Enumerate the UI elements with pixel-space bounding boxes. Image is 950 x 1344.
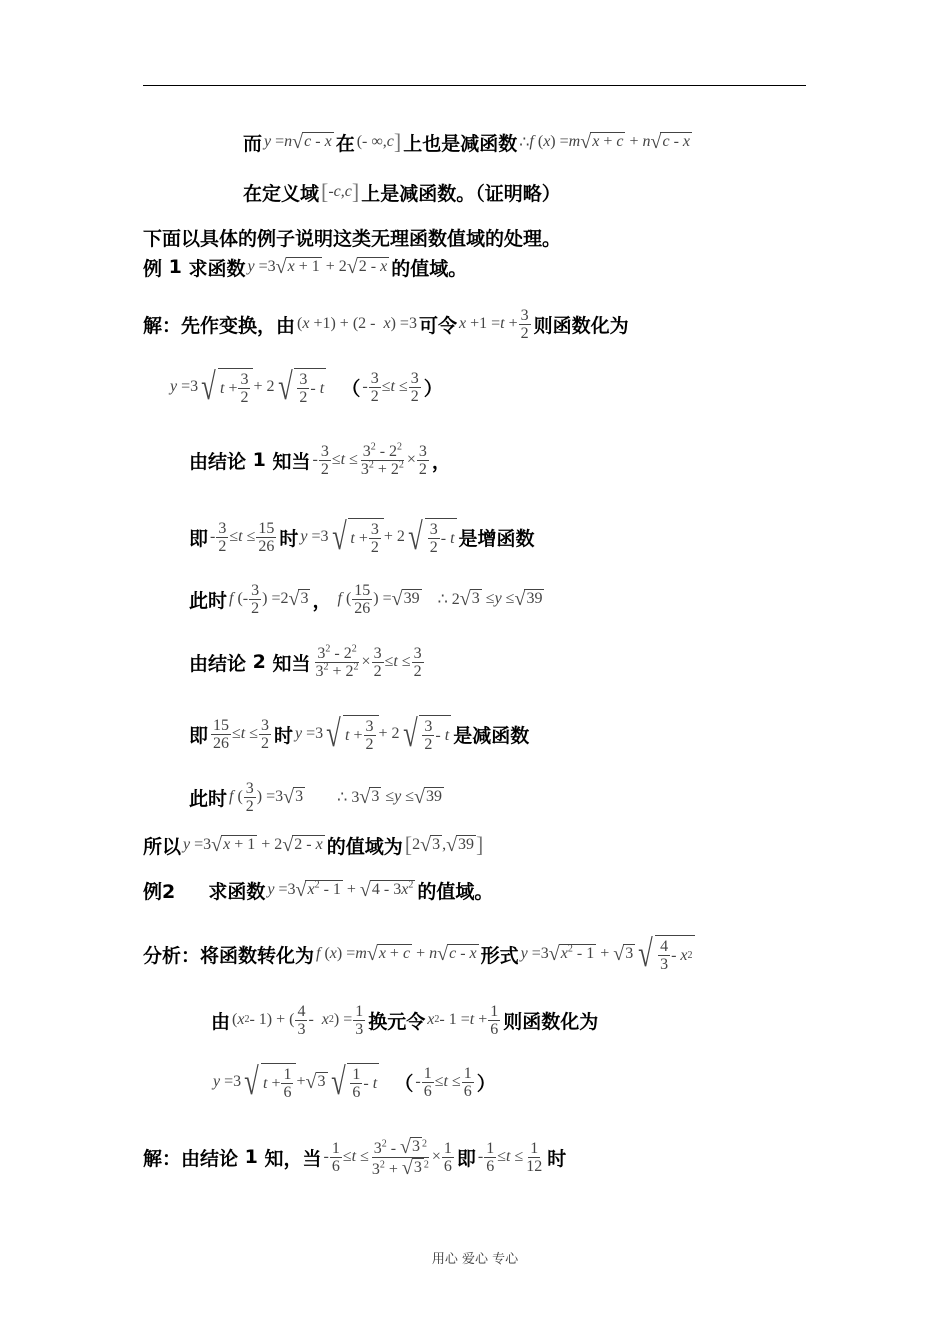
math-formula: y =3 √ t + $\frac{1}{6}$ + √ 3 √ $\frac{1}{6}$ - t: [213, 1061, 378, 1103]
math-formula: ( x +1) + (2 - x ) =3: [297, 315, 417, 332]
text-line: [211, 998, 598, 1042]
math-formula: y =3 √ t + $\frac{3}{2}$ + 2 √ $\frac{3}{2}$ - t: [295, 713, 450, 755]
text: ，: [431, 450, 451, 473]
math-formula: [ - c , c ]: [321, 179, 360, 204]
text: 求函数: [208, 880, 266, 903]
math-formula: y =3 √ t + $\frac{3}{2}$ + 2 √ $\frac{3}{2}$ - t: [170, 366, 325, 408]
text-line: [143, 823, 485, 867]
math-formula: x 2 - 1 = t + $\frac{1}{6}$: [427, 1002, 499, 1038]
math-formula: y = n √ c - x: [264, 131, 332, 153]
text: 时: [274, 724, 294, 747]
text: 的值域。: [391, 257, 468, 280]
math-formula: ∴ 2 √ 3 ≤ y ≤ √ 39: [425, 588, 543, 610]
text-line: [143, 868, 493, 912]
text: 知当: [272, 450, 311, 473]
text-line: [189, 438, 451, 482]
text: 求函数: [188, 257, 246, 280]
text: 是减函数: [453, 724, 530, 747]
math-formula: ∴ f ( x ) = m √ x + c + n √ c - x: [519, 131, 691, 153]
text: 由: [211, 1010, 231, 1033]
text: 即: [189, 527, 209, 550]
header-rule: [143, 85, 806, 86]
text: 上也是减函数: [403, 132, 518, 155]
math-formula: - $\frac{1}{6}$ ≤ t ≤ $3^2$ - √ 3 $^2$ $3^2$ + √ 3 $^2$ × $\frac{1}{6}$: [323, 1135, 452, 1179]
text: 换元令: [368, 1010, 426, 1033]
text-line: [189, 712, 529, 756]
text-line: [143, 302, 629, 346]
text: 此时: [189, 589, 228, 612]
text: 上是减函数。（证明略）: [361, 182, 561, 205]
text-line: [189, 640, 427, 684]
text-line: [243, 170, 561, 214]
text-line: [189, 775, 446, 819]
text: 2: [252, 651, 266, 673]
text: （: [394, 1072, 414, 1095]
math-formula: (- ∞, c ]: [356, 129, 402, 154]
page-footer: 用心 爱心 专心: [431, 1252, 519, 1267]
text: 则函数化为: [533, 314, 629, 337]
text: 时: [279, 527, 299, 550]
math-formula: - $\frac{1}{6}$ ≤ t ≤ $\frac{1}{6}$: [415, 1064, 472, 1100]
text: 的值域。: [417, 880, 494, 903]
text: 由结论: [189, 652, 247, 675]
math-formula: ∴ 3 √ 3 ≤ y ≤ √ 39: [309, 786, 442, 808]
math-formula: f ( $\frac{15}{26}$ ) = √ 39: [337, 581, 420, 617]
math-formula: - $\frac{3}{2}$ ≤ t ≤ $\frac{3^2 - 2^2}{3^2 + 2^2}$ × $\frac{3}{2}$: [312, 441, 427, 478]
text: 此时: [189, 787, 228, 810]
math-formula: y =3 √ $x^2 - 1$ + √ $4 - 3x^2$: [267, 879, 414, 901]
text: ）: [423, 377, 443, 400]
text-line: [143, 245, 467, 289]
text: 分析：将函数转化为: [143, 944, 315, 967]
math-formula: y =3 √ x + 1 + 2 √ 2 - x: [183, 834, 323, 856]
text: 例2: [143, 880, 176, 903]
text: 所以: [143, 835, 182, 858]
math-formula: - $\frac{3}{2}$ ≤ t ≤ $\frac{3}{2}$: [362, 369, 419, 405]
text: ，: [312, 589, 332, 612]
math-formula: ( x 2 - 1) + ( $\frac{4}{3}$ - x 2 ) = $\frac{1}{3}$: [232, 1002, 364, 1038]
text: 可令: [418, 314, 457, 337]
math-formula: $\frac{15}{26}$ ≤ t ≤ $\frac{3}{2}$: [213, 716, 270, 752]
text: 即: [189, 724, 209, 747]
text-line: [243, 120, 694, 164]
text-line: [189, 515, 535, 559]
math-formula: y =3 √ t + $\frac{3}{2}$ + 2 √ $\frac{3}{2}$ - t: [300, 516, 455, 558]
text: 1: [252, 449, 266, 471]
text-line: [143, 1135, 566, 1179]
math-formula: f ( $\frac{3}{2}$ ) =3 √ 3: [229, 779, 304, 815]
text: 在定义域: [243, 182, 320, 205]
text: 形式: [480, 944, 519, 967]
math-formula: f ( x ) = m √ x + c + n √ c - x: [316, 943, 477, 965]
text: ）: [476, 1072, 496, 1095]
text-line: [189, 577, 546, 621]
math-formula: - $\frac{1}{6}$ ≤ t ≤ $\frac{1}{12}$: [477, 1139, 543, 1175]
text: 即: [456, 1147, 476, 1170]
text: （: [341, 377, 361, 400]
text-line: [211, 1060, 496, 1104]
text-line: [168, 365, 443, 409]
text-line: [143, 932, 697, 976]
math-formula: x +1 = t + $\frac{3}{2}$: [458, 306, 529, 342]
math-formula: f (- $\frac{3}{2}$ ) =2 √ 3: [229, 581, 309, 617]
text: 解：由结论: [143, 1147, 239, 1170]
math-formula: - $\frac{3}{2}$ ≤ t ≤ $\frac{15}{26}$: [210, 519, 275, 555]
text: 时: [547, 1147, 567, 1170]
text: 则函数化为: [503, 1010, 599, 1033]
text: 的值域为: [326, 835, 403, 858]
text: 是增函数: [458, 527, 535, 550]
text: 例: [143, 257, 163, 280]
math-formula: [ 2 √ 3 , √ 39 ]: [404, 832, 484, 857]
text: 在: [335, 132, 355, 155]
text: 下面以具体的例子说明这类无理函数值域的处理。: [143, 227, 562, 250]
text: 1: [168, 256, 182, 278]
text: 1: [244, 1146, 258, 1168]
text: 知当: [272, 652, 311, 675]
text: 知，当: [264, 1147, 322, 1170]
text: 而: [243, 132, 263, 155]
math-formula: $\frac{3^2 - 2^2}{3^2 + 2^2}$ × $\frac{3}{2}$ ≤ t ≤ $\frac{3}{2}$: [315, 643, 422, 680]
math-formula: y =3 √ x + 1 + 2 √ 2 - x: [247, 256, 388, 278]
text: 由结论: [189, 450, 247, 473]
math-formula: y =3 √ $x^2 - 1$ + √ 3 √ $\frac{4}{3}$ - x 2: [520, 933, 693, 975]
text: 解：先作变换，由: [143, 314, 296, 337]
